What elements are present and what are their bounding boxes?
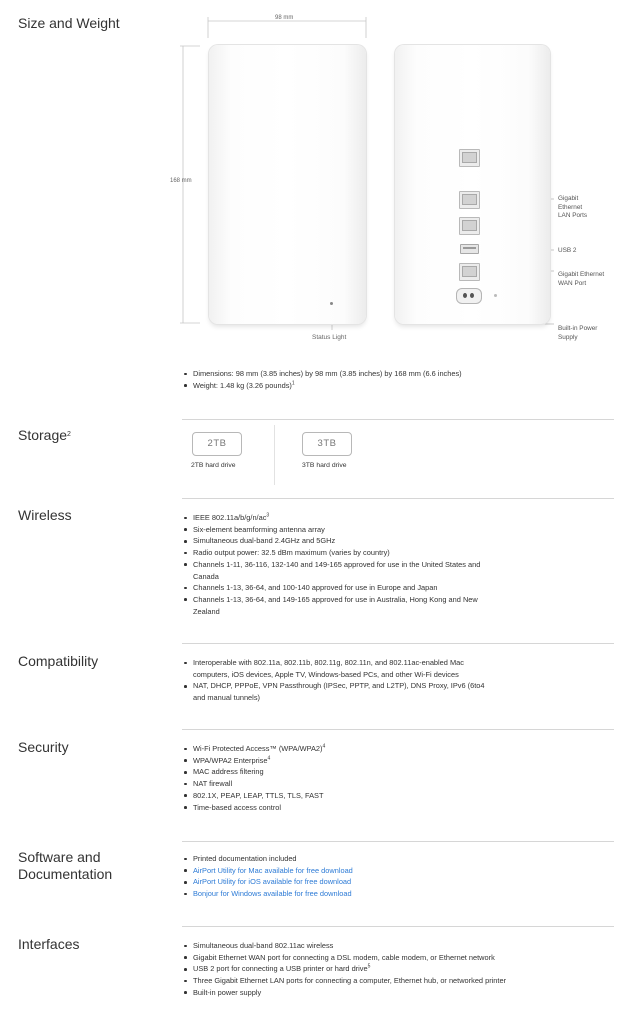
list-item: Radio output power: 32.5 dBm maximum (varies by country) <box>183 547 483 559</box>
software-list <box>183 853 613 900</box>
callout-lan-ports: Gigabit Ethernet LAN Ports <box>558 195 588 220</box>
list-item: Dimensions: 98 mm (3.85 inches) by 98 mm (3.85 inches) by 168 mm (6.6 inches) <box>183 368 613 380</box>
section-title-security: Security <box>18 739 69 755</box>
list-item: Channels 1-13, 36-64, and 100-140 approved for use in Europe and Japan <box>183 582 483 594</box>
status-light-dot <box>330 302 333 305</box>
interfaces-list <box>183 940 508 999</box>
callout-power-supply: Built-in Power Supply <box>558 325 598 341</box>
storage-option-3tb: 3TB <box>302 432 352 456</box>
list-item: Built-in power supply <box>183 987 508 999</box>
callout-wan-port: Gigabit Ethernet WAN Port <box>558 271 605 287</box>
airport-utility-ios-link[interactable]: AirPort Utility for iOS available for free download <box>193 877 352 887</box>
wan-port <box>459 263 480 281</box>
divider <box>182 729 614 730</box>
section-title-interfaces: Interfaces <box>18 936 80 952</box>
list-item: USB 2 port for connecting a USB printer or hard drive$^5$ <box>183 963 508 975</box>
list-item: IEEE $802.11a/b/g/n/ac^3$ <box>183 512 483 524</box>
list-item: Three Gigabit Ethernet LAN ports for connecting a computer, Ethernet hub, or networked printer <box>183 975 508 987</box>
list-item <box>183 876 613 888</box>
size-weight-list <box>183 368 613 391</box>
storage-option-3tb-label: 3TB hard drive <box>302 462 347 469</box>
usb-port <box>460 244 479 254</box>
device-back <box>395 45 550 324</box>
list-item: Simultaneous dual-band 802.11ac wireless <box>183 940 508 952</box>
bonjour-windows-link[interactable]: Bonjour for Windows available for free download <box>193 889 352 899</box>
device-front <box>209 45 366 324</box>
list-item <box>183 888 613 900</box>
list-item: Printed documentation included <box>183 853 613 865</box>
storage-option-2tb: 2TB <box>192 432 242 456</box>
divider <box>182 841 614 842</box>
list-item: Interoperable with 802.11a, 802.11b, 802.11g, 802.11n, and 802.11ac-enabled Mac computers, iOS devices, Apple TV, Windows-based PCs, and other Wi-Fi devices <box>183 657 498 680</box>
section-title-software: Software and Documentation <box>18 849 113 882</box>
divider <box>182 643 614 644</box>
divider <box>182 419 614 420</box>
width-dimension-label: 98 mm <box>275 15 294 21</box>
height-dimension-label: 168 mm <box>170 178 192 184</box>
power-socket <box>456 288 482 304</box>
list-item: Gigabit Ethernet WAN port for connecting a DSL modem, cable modem, or Ethernet network <box>183 952 508 964</box>
list-item: Channels 1-11, 36-116, 132-140 and 149-165 approved for use in the United States and Canada <box>183 559 483 582</box>
lan-port-1 <box>459 149 480 167</box>
security-list <box>183 743 613 813</box>
list-item <box>183 865 613 877</box>
compatibility-list <box>183 657 498 704</box>
list-item: Six-element beamforming antenna array <box>183 524 483 536</box>
list-item: Wi-Fi Protected Access™ $(WPA/WPA2)^4$ <box>183 743 613 755</box>
list-item: Weight: 1.48 kg (3.26 pounds)$^1$ <box>183 380 613 392</box>
reset-hole <box>494 294 497 297</box>
section-title-compatibility: Compatibility <box>18 653 99 669</box>
section-title-size-weight: Size and Weight <box>18 15 120 31</box>
list-item: NAT firewall <box>183 778 613 790</box>
storage-separator <box>274 425 275 485</box>
airport-utility-mac-link[interactable]: AirPort Utility for Mac available for free download <box>193 865 353 875</box>
lan-port-2 <box>459 191 480 209</box>
wireless-list <box>183 512 483 617</box>
list-item: NAT, DHCP, PPPoE, VPN Passthrough (IPSec, PPTP, and L2TP), DNS Proxy, IPv6 (6to4 and manual tunnels) <box>183 680 498 703</box>
storage-option-2tb-label: 2TB hard drive <box>191 462 236 469</box>
list-item: Simultaneous dual-band 2.4GHz and 5GHz <box>183 535 483 547</box>
section-title-storage: Storage$^2$ <box>18 427 71 443</box>
callout-usb: USB 2 <box>558 247 577 254</box>
lan-port-3 <box>459 217 480 235</box>
list-item: 802.1X, PEAP, LEAP, TTLS, TLS, FAST <box>183 790 613 802</box>
divider <box>182 498 614 499</box>
list-item: Channels 1-13, 36-64, and 149-165 approved for use in Australia, Hong Kong and New Zealand <box>183 594 483 617</box>
list-item: WPA/WPA2 Enterprise$^4$ <box>183 755 613 767</box>
divider <box>182 926 614 927</box>
list-item: MAC address filtering <box>183 766 613 778</box>
section-title-wireless: Wireless <box>18 507 72 523</box>
status-light-label: Status Light <box>312 334 347 341</box>
list-item: Time-based access control <box>183 802 613 814</box>
